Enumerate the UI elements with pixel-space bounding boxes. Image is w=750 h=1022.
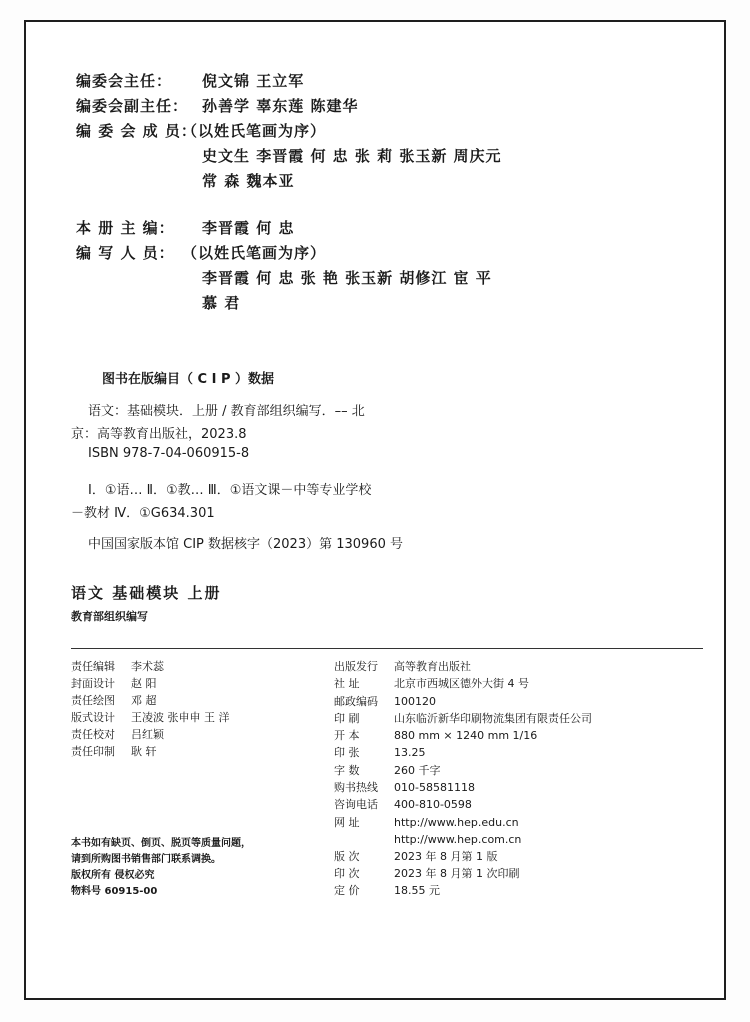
publish-item: 购书热线 010-58581118 [334,781,475,795]
cip-line-4: Ⅰ．①语… Ⅱ．①教… Ⅲ．①语文课－中等专业学校 [88,483,372,498]
publish-item: 印 张 13.25 [334,746,426,760]
cip-title: 图书在版编目（ C I P ）数据 [102,372,275,387]
publish-item: 邮政编码 100120 [334,694,436,708]
vice-director-value: 孙善学 辜东莲 陈建华 [202,97,359,115]
writers-line-2: 慕 君 [202,294,241,312]
staff-item: 责任印制 耿 轩 [71,745,157,758]
members-label: 编 委 会 成 员： [76,122,197,140]
cip-line-2: 京：高等教育出版社，2023.8 [71,427,247,442]
book-compiler: 教育部组织编写 [71,610,148,623]
notice-line: 物料号 60915-00 [71,886,158,897]
staff-item: 封面设计 赵 阳 [71,677,157,690]
writers-line-1: 李晋霞 何 忠 张 艳 张玉新 胡修江 宦 平 [202,269,492,287]
members-line-2: 常 森 魏本亚 [202,172,295,190]
notice-line: 本书如有缺页、倒页、脱页等质量问题， [71,838,251,849]
divider [71,648,703,649]
notice-line: 版权所有 侵权必究 [71,870,155,881]
staff-item: 责任校对 吕红颖 [71,728,164,741]
members-line-1: 史文生 李晋霞 何 忠 张 莉 张玉新 周庆元 [202,147,502,165]
notice [71,836,251,900]
edition-info [334,848,519,899]
staff-list [71,658,230,760]
publish-item: 咨询电话 400-810-0598 [334,798,472,812]
publish-item: http://www.hep.com.cn [394,832,522,846]
staff-item: 版式设计 王凌波 张申申 王 洋 [71,711,230,724]
edition-item: 印 次 2023 年 8 月第 1 次印刷 [334,867,520,880]
staff-item: 责任绘图 邓 超 [71,694,157,707]
director-value: 倪文锦 王立军 [202,72,305,90]
publish-item: 印 刷 山东临沂新华印刷物流集团有限责任公司 [334,711,592,725]
chief-editor-label: 本 册 主 编： [76,219,175,237]
edition-item: 定 价 18.55 元 [334,884,440,897]
publish-item: 出版发行 高等教育出版社 [334,660,471,673]
writers-label: 编 写 人 员： [76,244,175,262]
publish-item: 网 址 http://www.hep.edu.cn [334,815,519,829]
chief-editor-value: 李晋霞 何 忠 [202,219,295,237]
staff-item: 责任编辑 李术蕊 [71,660,164,673]
book-title: 语文 基础模块 上册 [71,584,222,602]
cip-line-3: ISBN 978-7-04-060915-8 [88,446,250,461]
publish-info [334,658,592,848]
notice-line: 请到所购图书销售部门联系调换。 [71,854,221,865]
writers-note: （以姓氏笔画为序） [182,244,327,262]
copyright-page [24,20,726,1000]
vice-director-label: 编委会副主任： [76,97,189,115]
cip-line-5: －教材 Ⅳ．①G634.301 [71,506,215,521]
publish-item: 字 数 260 千字 [334,763,441,777]
cip-line-1: 语文：基础模块．上册 / 教育部组织编写．–– 北 [88,404,365,419]
director-label: 编委会主任： [76,72,173,90]
edition-item: 版 次 2023 年 8 月第 1 版 [334,850,498,863]
cip-line-6: 中国国家版本馆 CIP 数据核字（2023）第 130960 号 [88,537,403,552]
publish-item: 社 址 北京市西城区德外大街 4 号 [334,677,529,691]
publish-item: 开 本 880 mm × 1240 mm 1/16 [334,729,538,743]
members-note: （以姓氏笔画为序） [182,122,327,140]
